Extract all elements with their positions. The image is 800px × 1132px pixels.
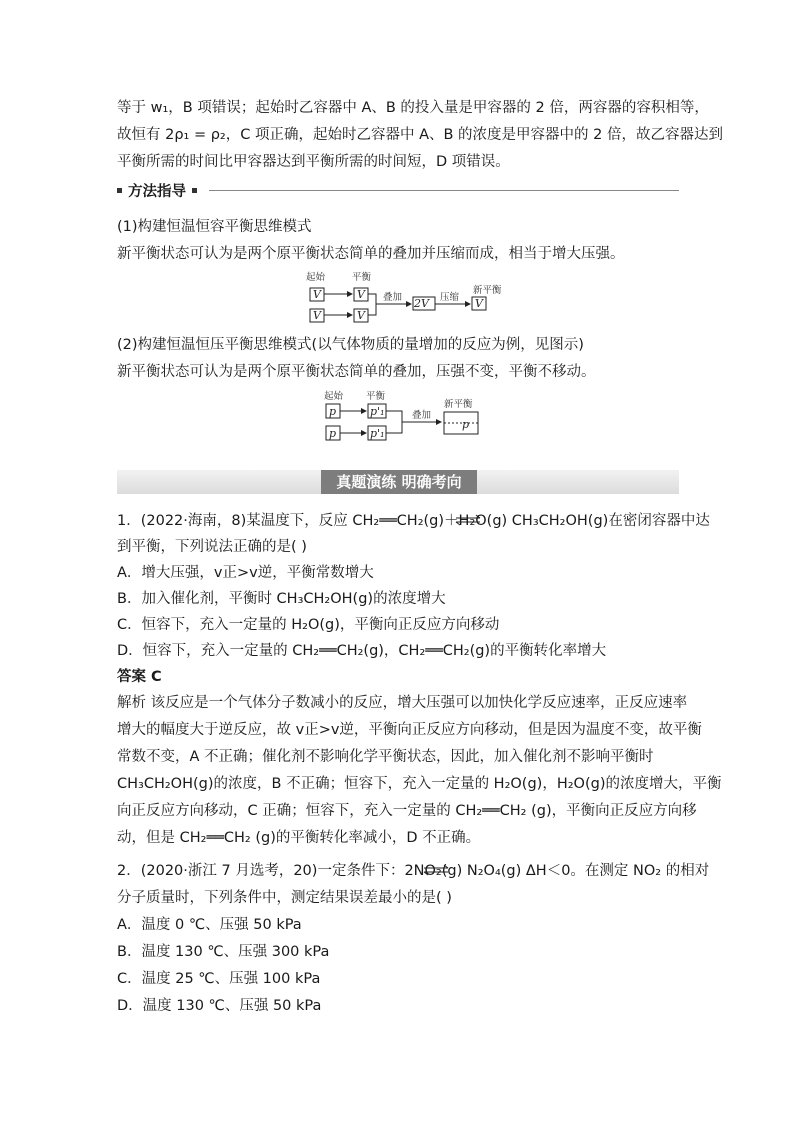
option-a: A．增大压强，v正>v逆，平衡常数增大 [117,565,374,581]
svg-text:V: V [475,297,483,310]
constant-volume-diagram [300,266,520,326]
svg-text:p: p [462,418,470,431]
paragraph-line: 故恒有 2ρ₁ = ρ₂，C 项正确，起始时乙容器中 A、B 的浓度是甲容器中的 2 倍，故乙容器达到 [117,127,723,143]
option-a: A．温度 0 ℃、压强 50 kPa [117,917,302,933]
option-c: C．温度 25 ℃、压强 100 kPa [117,971,321,987]
method-item-text: 新平衡状态可认为是两个原平衡状态简单的叠加，压强不变，平衡不移动。 [117,364,596,380]
svg-text:平衡: 平衡 [366,391,386,402]
question-line: 分子质量时，下列条件中，测定结果误差最小的是( ) [117,890,452,906]
svg-text:V: V [357,288,365,301]
method-item-text: 新平衡状态可认为是两个原平衡状态简单的叠加并压缩而成，相当于增大压强。 [117,246,625,262]
method-item-title: (2)构建恒温恒压平衡思维模式(以气体物质的量增加的反应为例，见图示) [117,337,584,353]
option-b: B．加入催化剂，平衡时 CH₃CH₂OH(g)的浓度增大 [117,591,446,607]
paragraph-line: 平衡所需的时间比甲容器达到平衡所需的时间短，D 项错误。 [117,154,510,170]
equilibrium-arrows-icon [422,864,450,876]
svg-text:新平衡: 新平衡 [444,399,473,410]
svg-text:叠加: 叠加 [412,410,432,421]
option-b: B．温度 130 ℃、压强 300 kPa [117,944,330,960]
option-c: C．恒容下，充入一定量的 H₂O(g)，平衡向正反应方向移动 [117,617,500,633]
svg-text:p'₁: p'₁ [370,405,385,418]
question-line: 2．(2020·浙江 7 月选考，20)一定条件下：2NO₂(g) N₂O₄(g) ΔH＜0。在测定 NO₂ 的相对 [117,863,710,879]
method-section-heading [117,180,679,200]
method-item-title: (1)构建恒温恒容平衡思维模式 [117,219,312,235]
constant-pressure-diagram [320,388,490,444]
svg-text:起始: 起始 [324,391,344,402]
analysis-line: 增大的幅度大于逆反应，故 v正>v逆，平衡向正反应方向移动，但是因为温度不变，故平衡 [117,722,702,738]
svg-text:叠加: 叠加 [383,292,403,303]
answer-line: 答案 C [117,669,162,685]
option-d: D．温度 130 ℃、压强 50 kPa [117,998,322,1014]
svg-text:2V: 2V [414,297,429,310]
bullet-square-icon [192,188,197,193]
svg-text:p: p [329,427,337,440]
svg-text:V: V [357,309,365,322]
svg-text:新平衡: 新平衡 [473,285,502,296]
analysis-line: 向正反应方向移动，C 正确；恒容下，充入一定量的 CH₂══CH₂ (g)，平衡向正反应方向移 [117,803,697,819]
section-banner-title: 真题演练 明确考向 [321,470,477,494]
option-d: D．恒容下，充入一定量的 CH₂══CH₂(g)，CH₂══CH₂(g)的平衡转化率增大 [117,643,607,659]
svg-text:平衡: 平衡 [352,272,372,283]
section-banner [117,470,679,494]
analysis-line: 常数不变，A 不正确；催化剂不影响化学平衡状态，因此，加入催化剂不影响平衡时 [117,749,654,765]
svg-text:压缩: 压缩 [440,292,460,303]
analysis-line: 解析 该反应是一个气体分子数减小的反应，增大压强可以加快化学反应速率，正反应速率 [117,695,688,711]
paragraph-line: 等于 w₁，B 项错误；起始时乙容器中 A、B 的投入量是甲容器的 2 倍，两容器的容积相等， [117,100,709,116]
analysis-line: 动，但是 CH₂══CH₂ (g)的平衡转化率减小，D 不正确。 [117,830,481,846]
svg-text:p'₁: p'₁ [370,427,385,440]
svg-text:起始: 起始 [306,272,326,283]
method-heading-text: 方法指导 [128,184,186,200]
bullet-square-icon [117,188,122,193]
equilibrium-arrows-icon [454,514,482,526]
svg-text:V: V [313,309,321,322]
svg-text:p: p [329,405,337,418]
analysis-line: CH₃CH₂OH(g)的浓度，B 不正确；恒容下，充入一定量的 H₂O(g)，H₂O(g)的浓度增大，平衡 [117,776,722,792]
question-line: 到平衡，下列说法正确的是( ) [117,539,307,555]
question-line: 1．(2022·海南，8)某温度下，反应 CH₂══CH₂(g)＋H₂O(g) CH₃CH₂OH(g)在密闭容器中达 [117,513,710,529]
svg-text:V: V [313,288,321,301]
divider [209,190,679,191]
